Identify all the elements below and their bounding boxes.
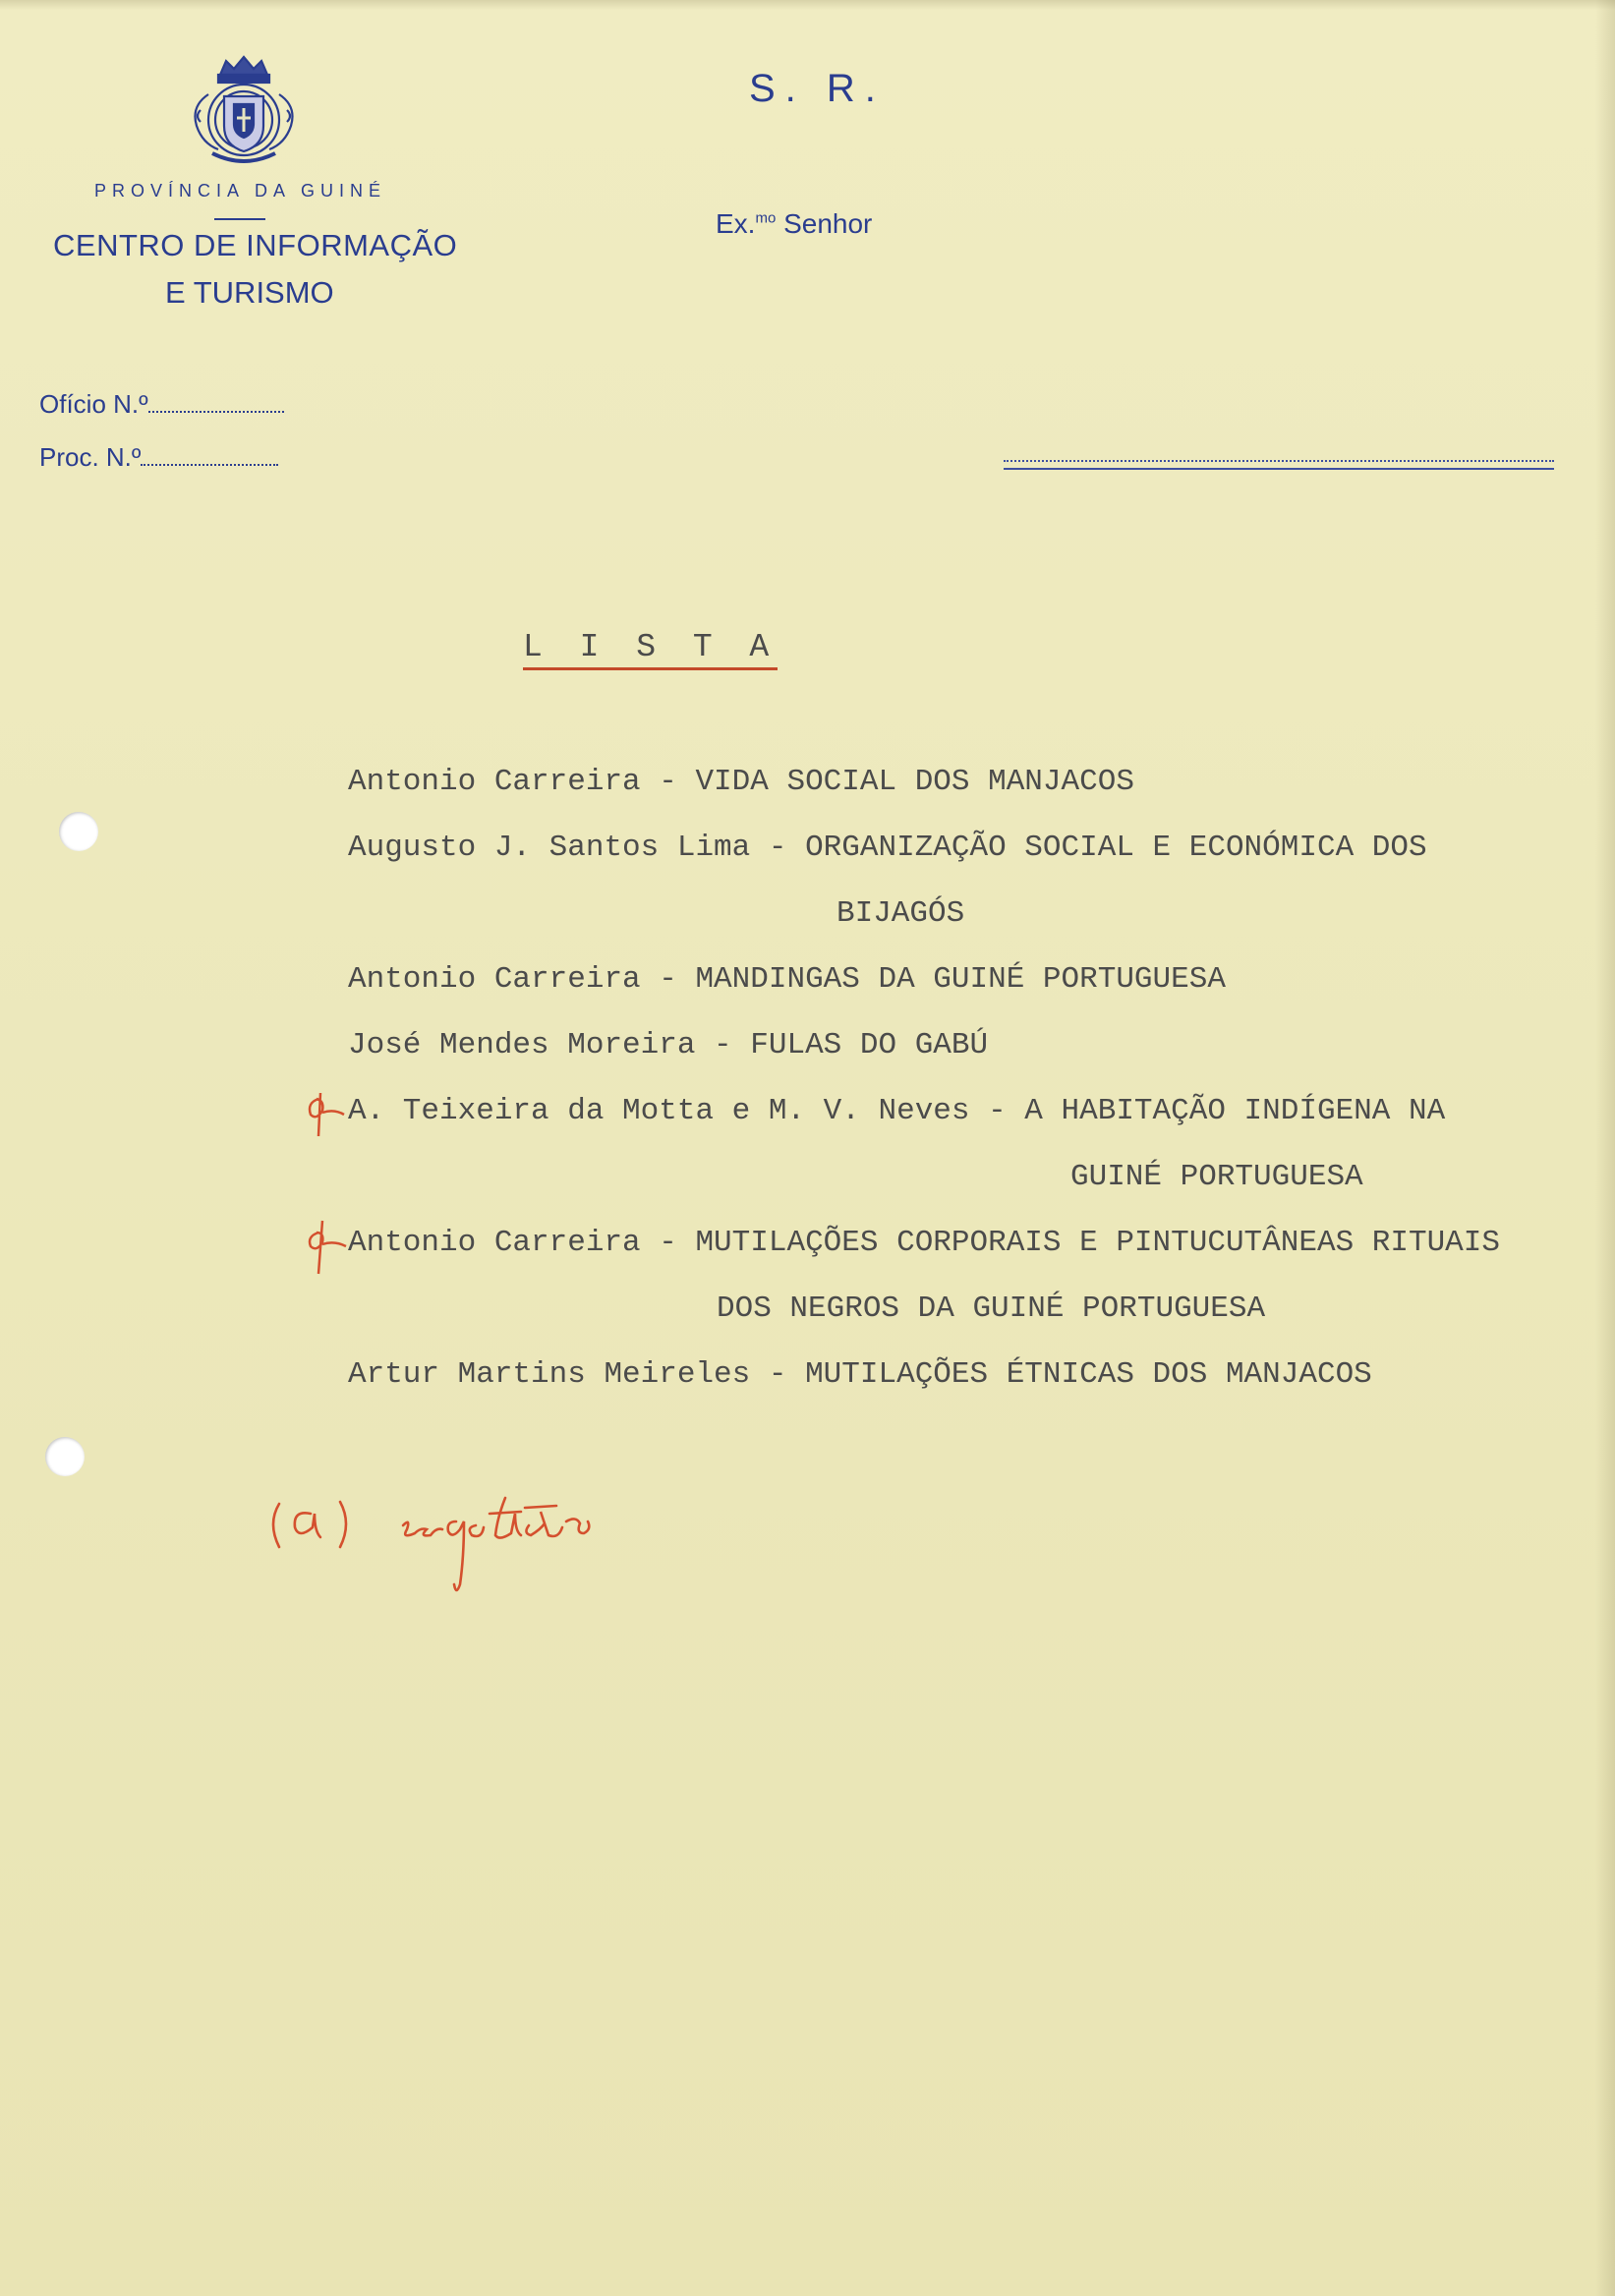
service-mark: S. R.	[749, 67, 886, 110]
proc-field	[39, 442, 278, 473]
list-item: José Mendes Moreira - FULAS DO GABÚ	[348, 1028, 989, 1062]
province-heading: PROVÍNCIA DA GUINÉ	[94, 181, 387, 201]
page-edge-shadow	[1595, 0, 1615, 2296]
salutation	[716, 208, 872, 240]
list-title: L I S T A	[523, 629, 778, 670]
oficio-field	[39, 389, 284, 420]
punch-hole	[59, 812, 98, 851]
list-item: Antonio Carreira - MANDINGAS DA GUINÉ PORTUGUESA	[348, 962, 1226, 997]
oficio-blank	[148, 397, 284, 413]
list-item: Augusto J. Santos Lima - ORGANIZAÇÃO SOCIAL E ECONÓMICA DOS	[348, 831, 1427, 865]
oficio-label: Ofício N.º	[39, 389, 148, 419]
coat-of-arms-icon	[183, 55, 305, 171]
list-item: Artur Martins Meireles - MUTILAÇÕES ÉTNICAS DOS MANJACOS	[348, 1357, 1372, 1392]
list-item: A. Teixeira da Motta e M. V. Neves - A HABITAÇÃO INDÍGENA NA	[348, 1094, 1446, 1128]
handwritten-note	[263, 1478, 637, 1606]
list-item: Antonio Carreira - VIDA SOCIAL DOS MANJACOS	[348, 765, 1134, 799]
proc-blank	[141, 450, 278, 466]
list-item-continuation: DOS NEGROS DA GUINÉ PORTUGUESA	[717, 1292, 1266, 1326]
punch-hole	[45, 1437, 85, 1476]
page-top-shadow	[0, 0, 1615, 10]
list-item-continuation: GUINÉ PORTUGUESA	[1070, 1160, 1363, 1194]
annotation-mark-icon	[303, 1219, 350, 1278]
salutation-prefix: Ex.	[716, 208, 756, 239]
list-item-continuation: BIJAGÓS	[836, 896, 965, 931]
list-item: Antonio Carreira - MUTILAÇÕES CORPORAIS E PINTUCUTÂNEAS RITUAIS	[348, 1226, 1500, 1260]
organization-name-line2: E TURISMO	[165, 275, 334, 310]
salutation-superscript: mo	[755, 209, 777, 227]
organization-name: CENTRO DE INFORMAÇÃO	[53, 228, 458, 262]
salutation-rest: Senhor	[776, 208, 873, 239]
address-line	[1004, 460, 1554, 470]
province-divider	[214, 218, 265, 220]
proc-label: Proc. N.º	[39, 442, 142, 472]
annotation-mark-icon	[301, 1089, 348, 1140]
